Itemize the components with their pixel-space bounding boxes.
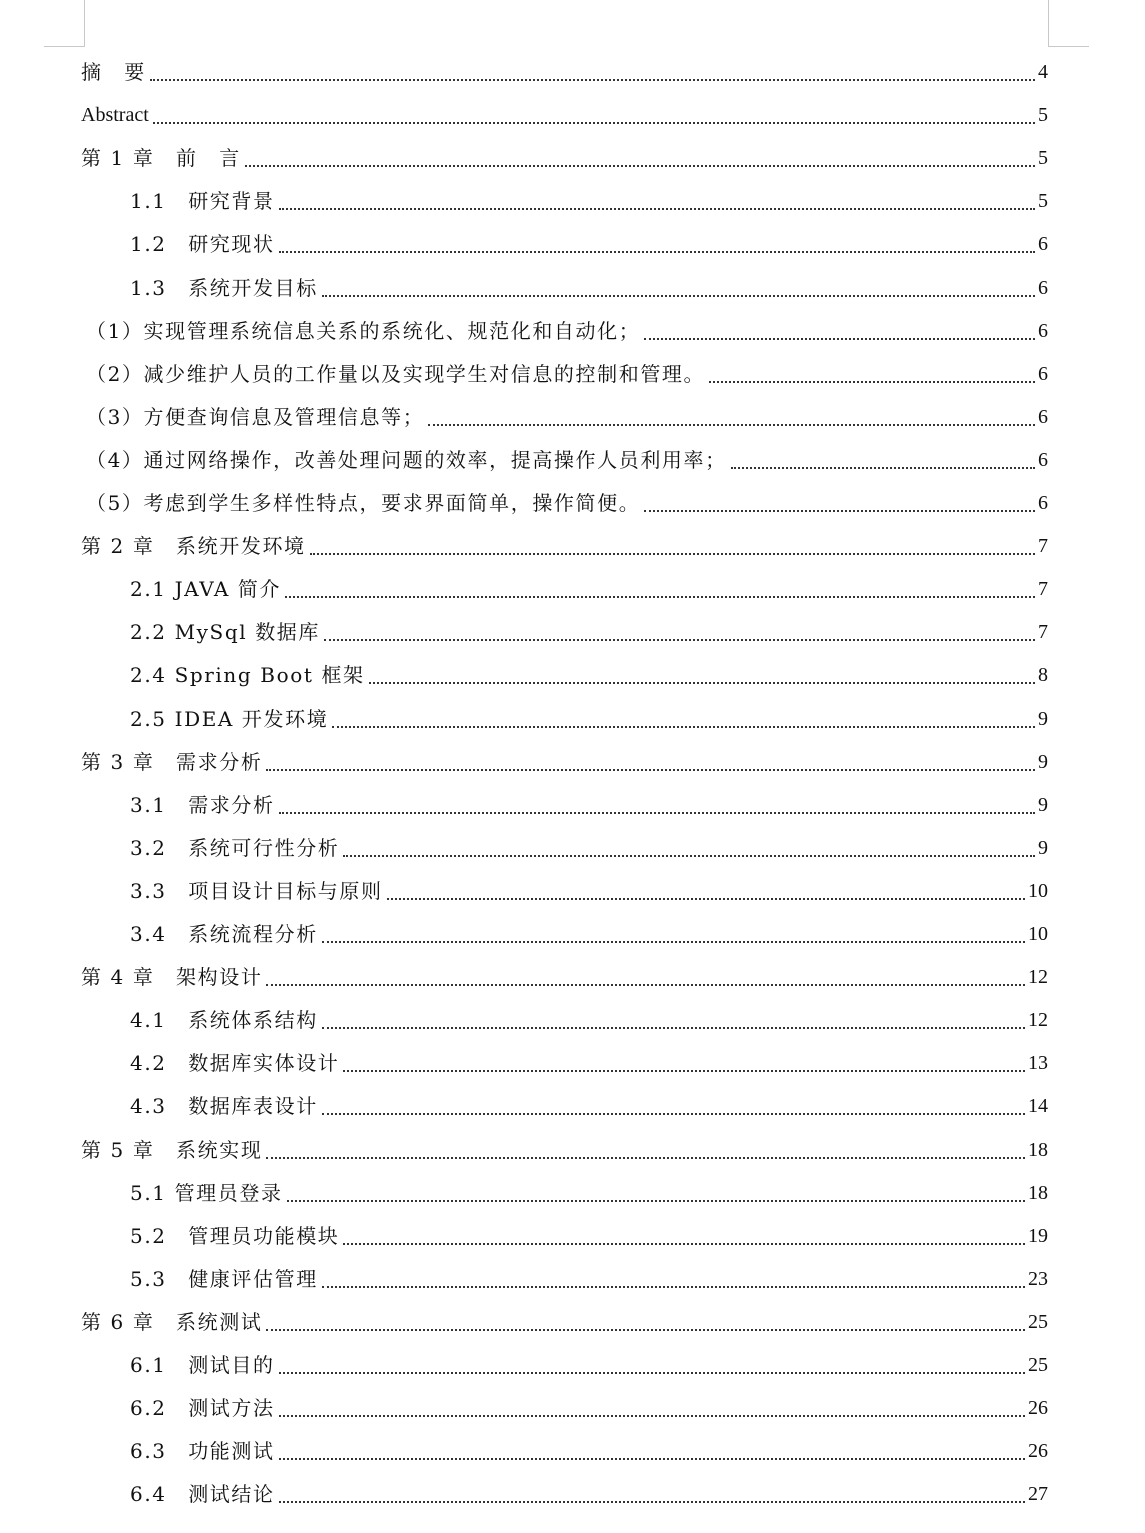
toc-entry[interactable] xyxy=(0,694,1145,737)
toc-dot-leader xyxy=(343,855,1035,857)
toc-page-number: 5 xyxy=(1035,103,1048,127)
toc-entry[interactable] xyxy=(0,478,1145,521)
toc-dot-leader xyxy=(322,941,1025,943)
toc-entry-title: 6.2 测试方法 xyxy=(130,1396,279,1420)
toc-entry-title: 1.3 系统开发目标 xyxy=(130,276,322,300)
toc-entry-title: 3.1 需求分析 xyxy=(130,793,279,817)
toc-entry-title: 2.2 MySql 数据库 xyxy=(130,620,324,644)
toc-dot-leader xyxy=(266,769,1035,771)
toc-dot-leader xyxy=(644,510,1035,512)
toc-page-number: 27 xyxy=(1025,1482,1048,1506)
toc-dot-leader xyxy=(279,1415,1025,1417)
toc-page-number: 6 xyxy=(1035,405,1048,429)
toc-page-number: 10 xyxy=(1025,879,1048,903)
toc-entry-title: （4）通过网络操作，改善处理问题的效率，提高操作人员利用率； xyxy=(86,448,731,472)
toc-dot-leader xyxy=(324,639,1035,641)
toc-dot-leader xyxy=(644,338,1035,340)
toc-dot-leader xyxy=(322,1286,1025,1288)
toc-dot-leader xyxy=(343,1070,1025,1072)
toc-entry-title: 第 6 章 系统测试 xyxy=(81,1310,266,1334)
toc-entry[interactable] xyxy=(0,219,1145,262)
toc-dot-leader xyxy=(387,898,1025,900)
toc-entry-title: 4.2 数据库实体设计 xyxy=(130,1051,343,1075)
toc-dot-leader xyxy=(287,1200,1025,1202)
toc-entry-title: 3.3 项目设计目标与原则 xyxy=(130,879,387,903)
toc-dot-leader xyxy=(279,251,1035,253)
toc-entry-title: 6.1 测试目的 xyxy=(130,1353,279,1377)
page-corner-mark-left xyxy=(44,0,85,47)
toc-page-number: 6 xyxy=(1035,448,1048,472)
toc-dot-leader xyxy=(150,79,1035,81)
toc-page-number: 26 xyxy=(1025,1439,1048,1463)
toc-entry-title: 4.1 系统体系结构 xyxy=(130,1008,322,1032)
toc-entry[interactable] xyxy=(0,1383,1145,1426)
toc-entry-title: Abstract xyxy=(81,103,153,127)
toc-dot-leader xyxy=(266,1157,1025,1159)
toc-dot-leader xyxy=(245,165,1035,167)
toc-entry-title: 2.1 JAVA 简介 xyxy=(130,577,285,601)
toc-entry-title: 3.4 系统流程分析 xyxy=(130,922,322,946)
toc-entry[interactable] xyxy=(0,1211,1145,1254)
toc-entry-title: （2）减少维护人员的工作量以及实现学生对信息的控制和管理。 xyxy=(86,362,709,386)
toc-dot-leader xyxy=(310,553,1035,555)
toc-dot-leader xyxy=(322,1027,1025,1029)
toc-page-number: 6 xyxy=(1035,491,1048,515)
toc-entry[interactable] xyxy=(0,823,1145,866)
toc-page-number: 6 xyxy=(1035,362,1048,386)
toc-dot-leader xyxy=(322,295,1035,297)
toc-entry[interactable] xyxy=(0,1038,1145,1081)
toc-entry-title: 5.1 管理员登录 xyxy=(130,1181,287,1205)
toc-entry[interactable] xyxy=(0,133,1145,176)
toc-page-number: 9 xyxy=(1035,750,1048,774)
toc-entry[interactable] xyxy=(0,349,1145,392)
toc-entry[interactable] xyxy=(0,1297,1145,1340)
toc-entry[interactable] xyxy=(0,47,1145,90)
toc-entry[interactable] xyxy=(0,176,1145,219)
toc-page-number: 18 xyxy=(1025,1181,1048,1205)
toc-entry[interactable] xyxy=(0,435,1145,478)
toc-page-number: 12 xyxy=(1025,965,1048,989)
toc-page-number: 7 xyxy=(1035,620,1048,644)
toc-entry-title: 第 4 章 架构设计 xyxy=(81,965,266,989)
toc-dot-leader xyxy=(279,1372,1025,1374)
toc-page-number: 25 xyxy=(1025,1310,1048,1334)
toc-entry[interactable] xyxy=(0,1125,1145,1168)
toc-entry-title: （5）考虑到学生多样性特点，要求界面简单，操作简便。 xyxy=(86,491,644,515)
toc-dot-leader xyxy=(369,682,1035,684)
toc-dot-leader xyxy=(266,984,1025,986)
toc-entry[interactable] xyxy=(0,1168,1145,1211)
toc-entry-title: 第 5 章 系统实现 xyxy=(81,1138,266,1162)
toc-dot-leader xyxy=(266,1329,1025,1331)
toc-entry-title: 1.2 研究现状 xyxy=(130,232,279,256)
toc-entry[interactable] xyxy=(0,564,1145,607)
toc-page-number: 14 xyxy=(1025,1094,1048,1118)
toc-page-number: 6 xyxy=(1035,232,1048,256)
toc-entry-title: 5.2 管理员功能模块 xyxy=(130,1224,343,1248)
toc-entry[interactable] xyxy=(0,1254,1145,1297)
toc-entry-title: 第 2 章 系统开发环境 xyxy=(81,534,310,558)
toc-entry-title: 5.3 健康评估管理 xyxy=(130,1267,322,1291)
toc-dot-leader xyxy=(731,467,1035,469)
toc-entry-title: （1）实现管理系统信息关系的系统化、规范化和自动化； xyxy=(86,319,644,343)
toc-entry-title: 1.1 研究背景 xyxy=(130,189,279,213)
toc-page-number: 19 xyxy=(1025,1224,1048,1248)
toc-page-number: 9 xyxy=(1035,707,1048,731)
toc-dot-leader xyxy=(285,596,1035,598)
toc-entry[interactable] xyxy=(0,607,1145,650)
toc-dot-leader xyxy=(279,1501,1025,1503)
toc-entry[interactable] xyxy=(0,909,1145,952)
toc-page-number: 7 xyxy=(1035,534,1048,558)
toc-entry[interactable] xyxy=(0,263,1145,306)
toc-page-number: 9 xyxy=(1035,836,1048,860)
page-corner-mark-right xyxy=(1048,0,1089,47)
toc-entry[interactable] xyxy=(0,521,1145,564)
toc-page-number: 23 xyxy=(1025,1267,1048,1291)
toc-dot-leader xyxy=(153,122,1035,124)
toc-page-number: 10 xyxy=(1025,922,1048,946)
toc-dot-leader xyxy=(279,1458,1025,1460)
toc-dot-leader xyxy=(332,726,1035,728)
toc-entry[interactable] xyxy=(0,737,1145,780)
toc-page-number: 6 xyxy=(1035,319,1048,343)
toc-page-number: 18 xyxy=(1025,1138,1048,1162)
toc-entry-title: 3.2 系统可行性分析 xyxy=(130,836,343,860)
toc-page-number: 9 xyxy=(1035,793,1048,817)
toc-dot-leader xyxy=(279,812,1035,814)
toc-page-number: 6 xyxy=(1035,276,1048,300)
toc-page-number: 13 xyxy=(1025,1051,1048,1075)
toc-page-number: 5 xyxy=(1035,189,1048,213)
toc-page-number: 25 xyxy=(1025,1353,1048,1377)
toc-entry-title: 4.3 数据库表设计 xyxy=(130,1094,322,1118)
toc-entry-title: （3）方便查询信息及管理信息等； xyxy=(86,405,428,429)
toc-entry-title: 6.3 功能测试 xyxy=(130,1439,279,1463)
toc-dot-leader xyxy=(343,1243,1025,1245)
toc-page-number: 7 xyxy=(1035,577,1048,601)
toc-entry[interactable] xyxy=(0,90,1145,133)
toc-page-number: 12 xyxy=(1025,1008,1048,1032)
toc-entry[interactable] xyxy=(0,995,1145,1038)
toc-entry[interactable] xyxy=(0,306,1145,349)
toc-entry-title: 第 3 章 需求分析 xyxy=(81,750,266,774)
toc-entry[interactable] xyxy=(0,1469,1145,1512)
toc-entry-title: 摘 要 xyxy=(81,60,150,84)
toc-entry[interactable] xyxy=(0,392,1145,435)
toc-entry-title: 2.4 Spring Boot 框架 xyxy=(130,663,369,687)
toc-entry[interactable] xyxy=(0,1340,1145,1383)
toc-entry-title: 第 1 章 前 言 xyxy=(81,146,245,170)
toc-entry[interactable] xyxy=(0,650,1145,693)
toc-page-number: 26 xyxy=(1025,1396,1048,1420)
toc-entry[interactable] xyxy=(0,952,1145,995)
toc-entry[interactable] xyxy=(0,866,1145,909)
toc-entry[interactable] xyxy=(0,780,1145,823)
toc-dot-leader xyxy=(322,1113,1025,1115)
toc-dot-leader xyxy=(428,424,1035,426)
toc-dot-leader xyxy=(279,208,1035,210)
toc-entry-title: 2.5 IDEA 开发环境 xyxy=(130,707,332,731)
toc-dot-leader xyxy=(709,381,1035,383)
toc-page-number: 8 xyxy=(1035,663,1048,687)
toc-entry[interactable] xyxy=(0,1426,1145,1469)
toc-page-number: 5 xyxy=(1035,146,1048,170)
toc-entry-title: 6.4 测试结论 xyxy=(130,1482,279,1506)
toc-page-number: 4 xyxy=(1035,60,1048,84)
toc-entry[interactable] xyxy=(0,1081,1145,1124)
